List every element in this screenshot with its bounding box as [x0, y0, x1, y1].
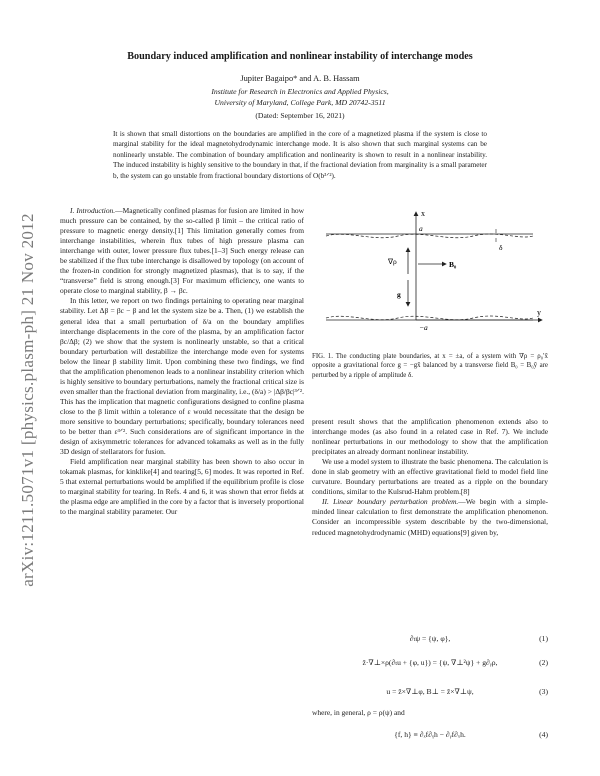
equation-1-body: ∂ₜψ = {ψ, φ}, [409, 634, 451, 643]
equation-4-number: (4) [539, 730, 548, 739]
top-ripple [326, 234, 533, 238]
equation-1-number: (1) [539, 634, 548, 643]
equation-2-body: ẑ·∇⊥×ρ(∂ₜu + {φ, u}) = {ψ, ∇⊥²ψ} + g∂ᵧρ, [362, 658, 498, 667]
delta-label: δ [499, 243, 503, 252]
equation-2-number: (2) [539, 658, 548, 667]
where-text: where, in general, ρ = ρ(ψ) and [312, 708, 405, 717]
equation-3-number: (3) [539, 687, 548, 696]
x-axis-label: x [421, 209, 425, 218]
top-plate-label: a [419, 224, 423, 233]
date-line: (Dated: September 16, 2021) [255, 111, 345, 120]
intro-paragraph [60, 206, 304, 296]
left-column [60, 206, 304, 517]
right-column [312, 417, 548, 538]
equation-3-body: u = ẑ×∇⊥φ, B⊥ = ẑ×∇⊥ψ, [386, 687, 474, 696]
gravity-label: g [397, 290, 401, 299]
bottom-plate-label: −a [419, 323, 428, 332]
affiliation-line-1: Institute for Research in Electronics and Applied Physics, [211, 87, 389, 96]
grad-rho-label: ∇ρ [388, 257, 397, 266]
paper-title: Boundary induced amplification and nonlinear instability of interchange modes [127, 51, 473, 62]
abstract: It is shown that small distortions on the boundaries are amplified in the core of a magnetized plasma if the system is close to marginal stability for the ideal magnetohydrodynamic interchange mode. It is also shown that such marginal systems can be nonlinearly unstable. The combination of boundary amplification and nonlinearity is shown to result in a nonlinear instability. The induced instability is highly sensitive to the boundary in that, if the fractional deviation from marginality is a small parameter b, the system can go unstable from fractional boundary distortions of O(b³ᐟ²). [113, 130, 487, 180]
b0-label: B₀ [449, 260, 457, 269]
bottom-ripple [326, 316, 533, 320]
linear-text: —We begin with a simple-minded linear calculation to first demonstrate the amplification phenomenon. Consider an incompressible system describable by the two-dimensional, reduced magnetohydrodynamic (MHD) equations[9] given by, [312, 497, 548, 537]
linear-heading: II. Linear boundary perturbation problem. [322, 497, 459, 507]
intro-text: —Magnetically confined plasmas for fusion are limited in how much pressure can be contained, by the so-called β limit – the critical ratio of pressure to magnetic energy density.[1] This limitation generally comes from interchange instabilities, wherein flux tubes of high pressure plasma can interchange with outer, lower pressure flux tubes.[1–3] Such energy release can be stabilized if the flux tube interchange is disallowed by topology (on account of the frozen-in condition for strongly magnetized plasmas), that is to say, if the “transverse” field is strong enough.[3] For maximum efficiency, one wants to operate close to marginal stability, β → βc. [60, 206, 305, 296]
amplification-paragraph: Field amplification near marginal stability has been shown to also occur in tokamak plasmas, for kinklike[4] and tearing[5, 6] modes. It was reported in Ref. 5 that external perturbations would be amplified if the equilibrium profile is close to marginal stability for tearing. In Refs. 4 and 6, it was shown that error fields at the plasma edge are amplified in the core by a factor that is inversely proportional to the marginal stability parameter. Our [60, 457, 304, 517]
arxiv-stamp [8, 200, 48, 600]
findings-paragraph: In this letter, we report on two findings pertaining to operating near marginal stability. Let Δβ = βc − β and let the system size be a. Then, (1) we establish the general idea that a small perturbation of δ/a on the boundary amplifies interchange displacements in the core of the plasma, by an amplification factor βc/Δβ; (2) we show that the system is nonlinearly unstable, so that a critical boundary perturbation will destabilize the interchange mode even for systems below the linear β stability limit. Upon combining these two findings, we find that the amplification phenomenon leads to a nonlinear instability criterion which is highly sensitive to boundary perturbations, namely the fractional critical size is even smaller than the fractional deviation from marginality, i.e., (δ/a) > |Δβ/βc|³ᐟ². This has the implication that magnetic configurations designed to confine plasma close to the β limit within a tolerance of ε would necessitate that the design be more sensitive to boundary perturbations; specifically, boundary tolerances need to be better than ε³ᐟ². Such considerations are of significant importance in the design of axisymmetric tolerances for advanced tokamaks as well as in the fully 3D design of stellarators for fusion. [60, 296, 304, 457]
equation-4-body: {f, h} ≡ ∂ₓf∂ᵧh − ∂ᵧf∂ₓh. [394, 730, 466, 739]
where-line [312, 708, 548, 718]
figure-1 [318, 202, 548, 342]
figure-caption: FIG. 1. The conducting plate boundaries, at x = ±a, of a system with ∇ρ = ρ₀′x̂ opposite a gravitational force g = −gx̂ balanced by a transverse field B₀ = B₀ŷ are perturbed by a ripple of amplitude δ. [312, 353, 548, 379]
authors: Jupiter Bagaipo* and A. B. Hassam [240, 74, 360, 83]
affiliation-line-2: University of Maryland, College Park, MD 20742-3511 [214, 98, 386, 107]
linear-paragraph [312, 497, 548, 537]
model-paragraph: We use a model system to illustrate the basic phenomena. The calculation is done in slab geometry with an effective gravitational field to model field line curvature. Boundary perturbations are treated as a ripple on the boundary conditions, similar to the Kulsrud-Hahm problem.[8] [312, 457, 548, 497]
y-axis-label: y [537, 308, 541, 317]
continuation-paragraph: present result shows that the amplification phenomenon extends also to interchange modes (as also found in a related case in Ref. 7). We include nonlinear perturbations in our methodology to show that the amplification precipitates an already dormant nonlinear instability. [312, 417, 548, 457]
intro-heading: I. Introduction. [70, 206, 116, 215]
arxiv-id: arXiv:1211.5071v1 [physics.plasm-ph] 21 Nov 2012 [18, 213, 37, 587]
